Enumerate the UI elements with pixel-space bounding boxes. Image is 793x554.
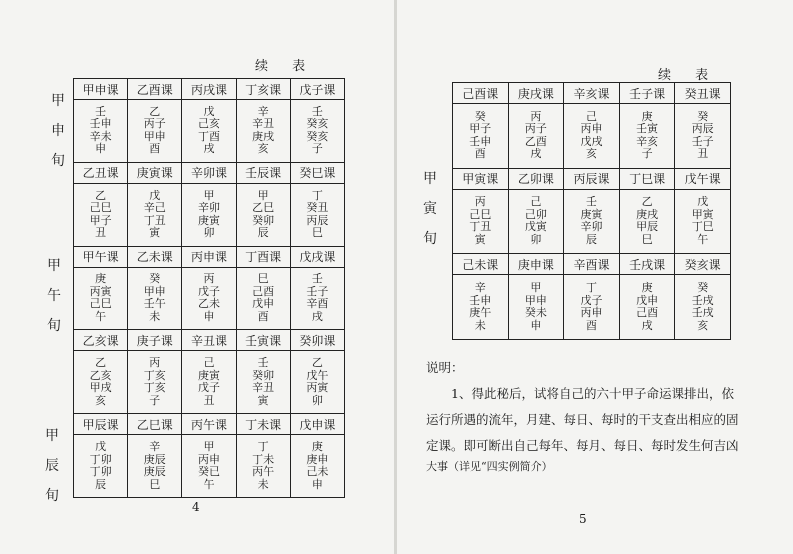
body-row [74,351,345,414]
side-label-jiachen [44,425,60,515]
lesson-line: 丙 [530,109,542,123]
lesson-line: 甲申 [524,293,547,307]
side-char-glyph: 辰 [45,458,59,474]
lesson-line: 丁 [257,440,269,454]
lesson-line: 子 [641,147,653,161]
lesson-header-cell: 丁巳课 [619,168,675,189]
lesson-line: 申 [530,318,542,332]
lesson-header-cell: 辛卯课 [182,162,236,183]
lesson-line: 丁卯 [89,452,112,466]
lesson-body-cell [74,183,128,246]
lesson-line: 甲 [203,188,215,202]
header-row [74,414,345,435]
right-page-number: 5 [579,512,587,526]
side-char-glyph: 甲 [51,93,65,109]
lesson-line: 乙 [641,195,653,209]
lesson-header-cell: 己未课 [453,254,509,275]
lesson-line: 丙 [203,272,215,286]
note-line: 大事（详见“四实例简介） [426,460,553,473]
lesson-header-cell: 庚申课 [508,254,564,275]
lesson-line: 己 [530,195,542,209]
lesson-line: 壬戌 [691,293,714,307]
lesson-line: 庚 [641,109,653,123]
lesson-line: 乙巳 [252,201,275,215]
lesson-line: 丙申 [580,122,603,136]
lesson-body-cell [236,267,290,330]
lesson-header-cell: 戊戌课 [290,246,344,267]
lesson-line: 丙午 [252,465,275,479]
lesson-line: 丁丑 [469,220,492,234]
lesson-line: 乙 [95,188,107,202]
lesson-line: 未 [149,309,161,323]
lesson-line: 辛卯 [580,220,603,234]
header-row [74,79,345,100]
lesson-body-cell [290,100,344,163]
lesson-header-cell: 癸亥课 [675,254,731,275]
left-page-number: 4 [192,500,200,514]
lesson-line: 壬申 [89,117,112,131]
lesson-header-cell: 乙丑课 [74,162,128,183]
lesson-line: 癸 [697,109,709,123]
side-char-glyph: 申 [51,123,65,139]
lesson-line: 庚寅 [197,368,220,382]
lesson-line: 壬 [257,356,269,370]
lesson-line: 卯 [530,232,542,246]
lesson-line: 庚辰 [143,465,166,479]
lesson-body-cell [508,189,564,254]
right-lesson-table [452,82,731,340]
lesson-header-cell: 丁未课 [236,414,290,435]
header-row [74,246,345,267]
lesson-line: 酉 [585,318,597,332]
lesson-header-cell: 辛丑课 [182,330,236,351]
lesson-line: 壬申 [469,293,492,307]
lesson-header-cell: 丙午课 [182,414,236,435]
lesson-line: 卯 [203,226,215,240]
lesson-header-cell: 癸丑课 [675,83,731,104]
lesson-body-cell [128,435,182,498]
lesson-body-cell [128,267,182,330]
lesson-line: 癸 [149,272,161,286]
lesson-body-cell [508,104,564,169]
header-row [453,83,731,104]
left-lesson-table [73,78,345,498]
lesson-header-cell: 戊申课 [290,414,344,435]
lesson-body-cell [182,351,236,414]
lesson-body-cell [675,275,731,340]
note-line: 1、得此秘后，试将自己的六十甲子命运课排出，依 [451,386,734,401]
lesson-body-cell [74,267,128,330]
lesson-line: 卯 [311,393,323,407]
lesson-line: 辛 [257,104,269,118]
side-char [44,425,60,515]
lesson-line: 甲寅 [691,207,714,221]
lesson-line: 庚戌 [252,129,275,143]
body-row [453,104,731,169]
lesson-line: 癸未 [524,306,547,320]
side-char [422,168,438,258]
lesson-line: 丙子 [143,117,166,131]
lesson-line: 己酉 [252,284,275,298]
lesson-line: 丁亥 [143,368,166,382]
lesson-line: 戊 [149,188,161,202]
header-row [74,330,345,351]
lesson-line: 乙亥 [89,368,112,382]
lesson-header-cell: 丙辰课 [564,168,620,189]
side-char-glyph: 甲 [423,171,437,187]
lesson-line: 壬寅 [636,122,659,136]
lesson-line: 己 [203,356,215,370]
lesson-body-cell [128,351,182,414]
lesson-line: 癸丑 [306,201,329,215]
left-page-title: 续 表 [255,59,316,74]
lesson-line: 辛丑 [252,381,275,395]
lesson-body-cell [564,104,620,169]
lesson-line: 庚申 [306,452,329,466]
lesson-header-cell: 戊子课 [290,79,344,100]
lesson-body-cell [564,189,620,254]
lesson-line: 戊申 [636,293,659,307]
lesson-line: 子 [311,142,323,156]
lesson-header-cell: 壬戌课 [619,254,675,275]
lesson-header-cell: 庚戌课 [508,83,564,104]
lesson-line: 未 [257,477,269,491]
lesson-line: 甲申 [143,129,166,143]
lesson-line: 寅 [149,226,161,240]
lesson-header-cell: 壬辰课 [236,162,290,183]
right-page-title: 续 表 [658,68,719,83]
lesson-body-cell [236,351,290,414]
lesson-body-cell [290,351,344,414]
lesson-line: 寅 [257,393,269,407]
lesson-line: 甲子 [469,122,492,136]
lesson-line: 丑 [95,226,107,240]
lesson-line: 亥 [585,147,597,161]
lesson-line: 壬 [311,104,323,118]
lesson-line: 己巳 [469,207,492,221]
lesson-line: 寅 [474,232,486,246]
lesson-line: 甲 [203,440,215,454]
lesson-body-cell [128,183,182,246]
lesson-line: 丙申 [197,452,220,466]
lesson-line: 丑 [697,147,709,161]
lesson-line: 辛 [149,440,161,454]
lesson-line: 甲 [530,281,542,295]
lesson-header-cell: 甲辰课 [74,414,128,435]
lesson-body-cell [236,100,290,163]
lesson-line: 庚辰 [143,452,166,466]
lesson-line: 丑 [203,393,215,407]
body-row [74,267,345,330]
lesson-line: 辛亥 [636,134,659,148]
lesson-line: 乙 [311,356,323,370]
lesson-body-cell [182,183,236,246]
side-char-glyph: 午 [47,288,61,304]
lesson-line: 申 [203,309,215,323]
lesson-header-cell: 乙亥课 [74,330,128,351]
body-row [74,183,345,246]
lesson-line: 己巳 [89,297,112,311]
lesson-line: 午 [95,309,107,323]
lesson-header-cell: 甲午课 [74,246,128,267]
lesson-body-cell [675,189,731,254]
lesson-header-cell: 庚子课 [128,330,182,351]
lesson-line: 丁亥 [143,381,166,395]
lesson-line: 庚 [641,281,653,295]
lesson-line: 申 [311,477,323,491]
lesson-line: 子 [149,393,161,407]
side-char-glyph: 旬 [51,153,65,169]
lesson-line: 壬 [585,195,597,209]
lesson-line: 辛酉 [306,297,329,311]
lesson-line: 丁酉 [197,129,220,143]
side-char-glyph: 甲 [45,428,59,444]
lesson-header-cell: 甲申课 [74,79,128,100]
lesson-header-cell: 壬子课 [619,83,675,104]
lesson-line: 癸亥 [306,129,329,143]
lesson-body-cell [453,104,509,169]
lesson-body-cell [453,275,509,340]
lesson-line: 甲申 [143,284,166,298]
lesson-line: 亥 [95,393,107,407]
lesson-line: 丙寅 [89,284,112,298]
lesson-line: 巳 [149,477,161,491]
lesson-body-cell [74,100,128,163]
lesson-line: 亥 [697,318,709,332]
lesson-line: 庚戌 [636,207,659,221]
lesson-header-cell: 辛酉课 [564,254,620,275]
lesson-line: 甲戌 [89,381,112,395]
lesson-header-cell: 壬寅课 [236,330,290,351]
lesson-line: 戌 [641,318,653,332]
lesson-line: 庚寅 [580,207,603,221]
side-char [50,90,66,180]
lesson-line: 丙辰 [691,122,714,136]
lesson-line: 己酉 [636,306,659,320]
body-row [453,275,731,340]
side-label-jiashen [50,90,66,180]
lesson-line: 午 [203,477,215,491]
lesson-line: 戊午 [306,368,329,382]
header-row [453,254,731,275]
lesson-header-cell: 乙未课 [128,246,182,267]
lesson-header-cell: 己酉课 [453,83,509,104]
side-char [46,255,62,345]
lesson-line: 癸 [474,109,486,123]
lesson-body-cell [619,189,675,254]
lesson-line: 壬子 [306,284,329,298]
lesson-body-cell [182,100,236,163]
lesson-header-cell: 乙巳课 [128,414,182,435]
lesson-line: 己未 [306,465,329,479]
lesson-line: 乙未 [197,297,220,311]
lesson-body-cell [182,267,236,330]
header-row [453,168,731,189]
lesson-line: 己卯 [524,207,547,221]
lesson-line: 巳 [257,272,269,286]
lesson-line: 巳 [641,232,653,246]
lesson-line: 戊子 [580,293,603,307]
lesson-line: 丙寅 [306,381,329,395]
lesson-line: 辛未 [89,129,112,143]
lesson-line: 庚 [311,440,323,454]
lesson-line: 乙 [149,104,161,118]
lesson-line: 辛丑 [252,117,275,131]
lesson-body-cell [453,189,509,254]
side-char-glyph: 旬 [45,488,59,504]
note-line: 定课。即可断出自己每年、每月、每日、每时发生何吉凶 [426,438,739,453]
lesson-line: 癸卯 [252,368,275,382]
note-heading: 说明： [426,360,464,375]
lesson-line: 戌 [311,309,323,323]
note-line: 运行所遇的流年，月建、每日、每时的干支查出相应的固 [426,412,739,427]
lesson-line: 辛己 [143,201,166,215]
lesson-line: 戊子 [197,284,220,298]
left-page [0,0,396,554]
lesson-header-cell: 辛亥课 [564,83,620,104]
lesson-line: 戊申 [252,297,275,311]
lesson-line: 戌 [530,147,542,161]
lesson-line: 丙 [474,195,486,209]
lesson-header-cell: 丙申课 [182,246,236,267]
lesson-line: 丁 [585,281,597,295]
lesson-line: 辛卯 [197,201,220,215]
lesson-header-cell: 乙酉课 [128,79,182,100]
lesson-body-cell [290,435,344,498]
lesson-line: 壬 [95,104,107,118]
lesson-line: 未 [474,318,486,332]
lesson-body-cell [508,275,564,340]
lesson-line: 戊 [203,104,215,118]
lesson-line: 丁卯 [89,465,112,479]
lesson-line: 戊寅 [524,220,547,234]
lesson-header-cell: 戊午课 [675,168,731,189]
lesson-line: 丙 [149,356,161,370]
lesson-line: 庚寅 [197,213,220,227]
lesson-body-cell [619,104,675,169]
lesson-line: 癸卯 [252,213,275,227]
lesson-line: 癸亥 [306,117,329,131]
lesson-line: 庚 [95,272,107,286]
lesson-header-cell: 甲寅课 [453,168,509,189]
lesson-body-cell [236,435,290,498]
lesson-line: 酉 [474,147,486,161]
side-char-glyph: 寅 [423,201,437,217]
lesson-line: 己 [585,109,597,123]
lesson-line: 戊戌 [580,134,603,148]
lesson-line: 丁丑 [143,213,166,227]
lesson-line: 申 [95,142,107,156]
lesson-line: 亥 [257,142,269,156]
lesson-line: 壬子 [691,134,714,148]
lesson-line: 壬 [311,272,323,286]
lesson-body-cell [619,275,675,340]
lesson-line: 癸 [697,281,709,295]
lesson-line: 壬申 [469,134,492,148]
lesson-body-cell [74,435,128,498]
lesson-body-cell [290,183,344,246]
lesson-line: 辰 [585,232,597,246]
lesson-line: 己亥 [197,117,220,131]
lesson-line: 午 [697,232,709,246]
lesson-header-cell: 癸卯课 [290,330,344,351]
lesson-line: 辰 [257,226,269,240]
lesson-body-cell [675,104,731,169]
lesson-line: 庚午 [469,306,492,320]
lesson-header-cell: 乙卯课 [508,168,564,189]
lesson-body-cell [128,100,182,163]
lesson-header-cell: 丁亥课 [236,79,290,100]
lesson-body-cell [236,183,290,246]
lesson-line: 丙申 [580,306,603,320]
side-char-glyph: 旬 [47,318,61,334]
lesson-header-cell: 丁酉课 [236,246,290,267]
lesson-line: 癸已 [197,465,220,479]
lesson-line: 壬戌 [691,306,714,320]
lesson-line: 丁巳 [691,220,714,234]
body-row [453,189,731,254]
note-block [426,355,771,475]
lesson-line: 戊 [95,440,107,454]
lesson-line: 乙酉 [524,134,547,148]
lesson-line: 甲 [257,188,269,202]
lesson-line: 己巳 [89,201,112,215]
lesson-header-cell: 庚寅课 [128,162,182,183]
lesson-line: 丁未 [252,452,275,466]
lesson-line: 辰 [95,477,107,491]
lesson-line: 戊 [697,195,709,209]
lesson-line: 酉 [149,142,161,156]
body-row [74,435,345,498]
body-row [74,100,345,163]
lesson-header-cell: 癸巳课 [290,162,344,183]
lesson-line: 丁 [311,188,323,202]
lesson-header-cell: 丙戌课 [182,79,236,100]
lesson-line: 丙子 [524,122,547,136]
lesson-line: 丙辰 [306,213,329,227]
lesson-line: 甲辰 [636,220,659,234]
lesson-line: 巳 [311,226,323,240]
lesson-line: 壬午 [143,297,166,311]
lesson-body-cell [564,275,620,340]
lesson-line: 甲子 [89,213,112,227]
lesson-line: 乙 [95,356,107,370]
side-label-jiayin [422,168,438,258]
lesson-body-cell [74,351,128,414]
lesson-line: 辛 [474,281,486,295]
lesson-body-cell [290,267,344,330]
lesson-line: 酉 [257,309,269,323]
side-char-glyph: 旬 [423,231,437,247]
right-page [396,0,793,554]
header-row [74,162,345,183]
side-label-jiawu [46,255,62,345]
lesson-line: 戊子 [197,381,220,395]
lesson-line: 戌 [203,142,215,156]
lesson-body-cell [182,435,236,498]
side-char-glyph: 甲 [47,258,61,274]
